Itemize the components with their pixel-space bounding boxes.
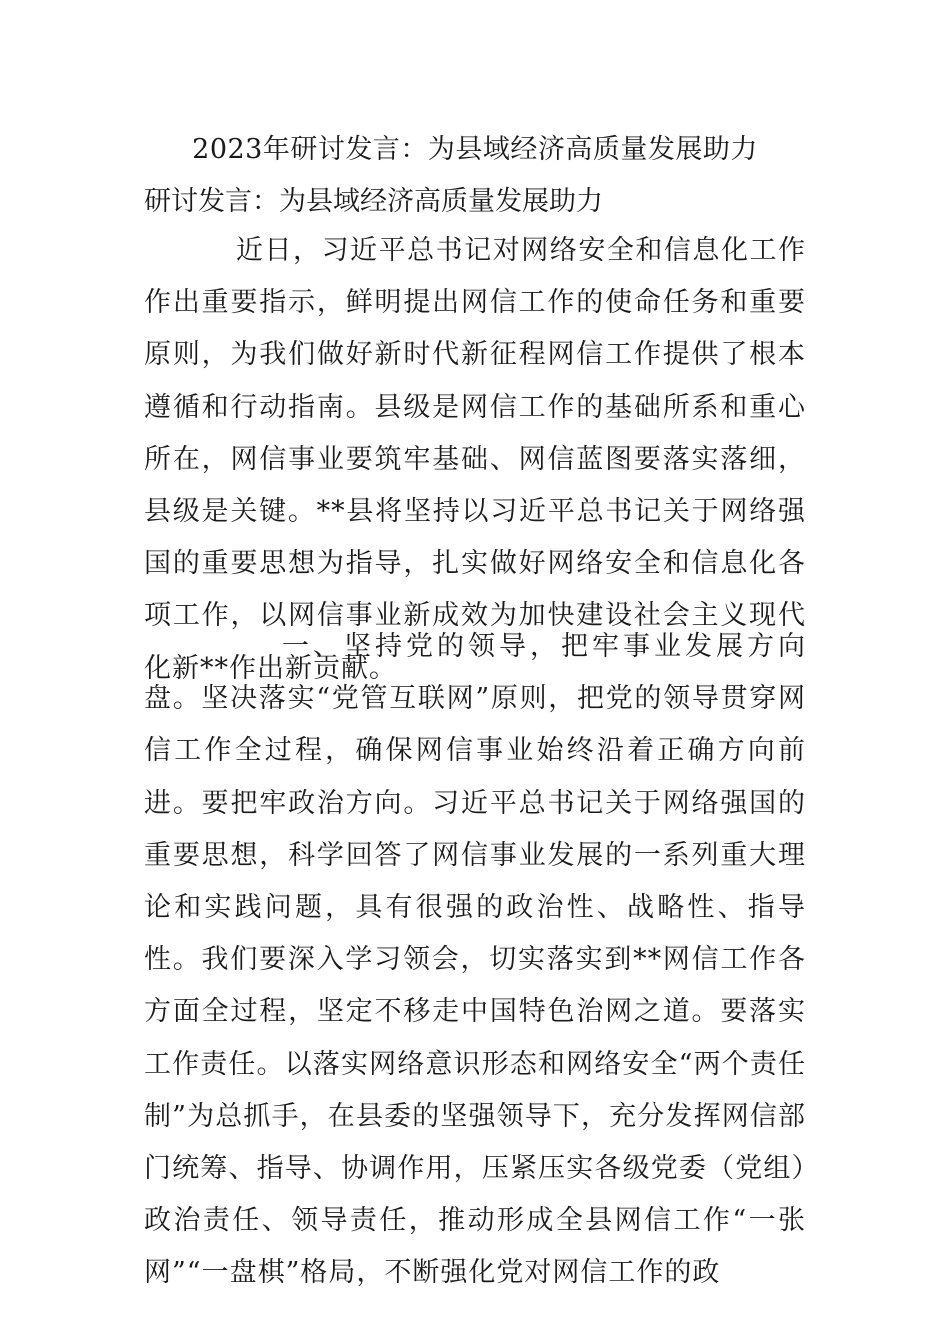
- paragraph-intro: 近日，习近平总书记对网络安全和信息化工作作出重要指示，鲜明提出网信工作的使命任务和重要原则，为我们做好新时代新征程网信工作提供了根本遵循和行动指南。县级是网信工作的基础所系和重心所在，网信事业要筑牢基础、网信蓝图要落实落细，县级是关键。**县将坚持以习近平总书记关于网络强国的重要思想为指导，扎实做好网络安全和信息化各项工作，以网信事业新成效为加快建设社会主义现代化新**作出新贡献。: [144, 235, 806, 684]
- paragraph-section-one: 一、坚持党的领导，把牢事业发展方向盘。坚决落实“党管互联网”原则，把党的领导贯穿网信工作全过程，确保网信事业始终沿着正确方向前进。要把牢政治方向。习近平总书记关于网络强国的重要思想，科学回答了网信事业发展的一系列重大理论和实践问题，具有很强的政治性、战略性、指导性。我们要深入学习领会，切实落实到**网信工作各方面全过程，坚定不移走中国特色治网之道。要落实工作责任。以落实网络意识形态和网络安全“两个责任制”为总抓手，在县委的坚强领导下，充分发挥网信部门统筹、指导、协调作用，压紧压实各级党委（党组）政治责任、领导责任，推动形成全县网信工作“一张网”“一盘棋”格局，不断强化党对网信工作的政: [144, 631, 806, 1289]
- document-title: 2023年研讨发言：为县域经济高质量发展助力: [192, 134, 758, 165]
- document-subtitle: 研讨发言：为县域经济高质量发展助力: [144, 186, 603, 217]
